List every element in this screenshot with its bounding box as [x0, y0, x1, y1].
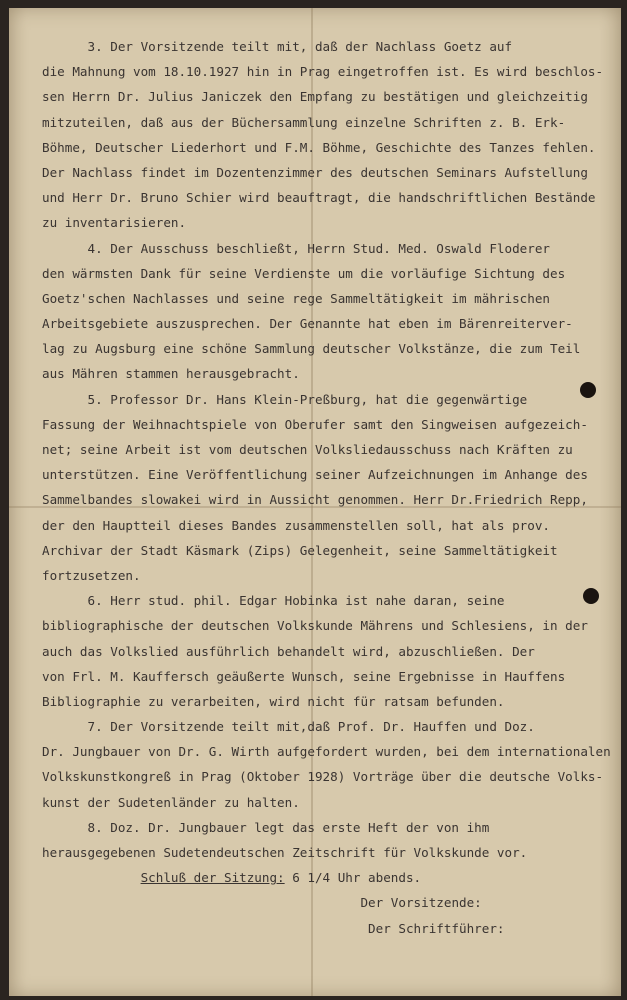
text-line: 4. Der Ausschuss beschließt, Herrn Stud. Med. Oswald Floderer [42, 240, 550, 256]
text-line: zu inventarisieren. [42, 215, 187, 231]
text-line: 3. Der Vorsitzende teilt mit, daß der Nachlass Goetz auf [42, 39, 513, 54]
text-line: Sammelbandes slowakei wird in Aussicht genommen. Herr Dr.Friedrich Repp, [42, 492, 588, 508]
text-line: Böhme, Deutscher Liederhort und F.M. Böhme, Geschichte des Tanzes fehlen. [42, 139, 596, 155]
typed-text-body [42, 34, 611, 941]
paragraph-3 [42, 34, 602, 236]
text-line: bibliographische der deutschen Volkskunde Mährens und Schlesiens, in der [42, 618, 588, 634]
paragraph-8 [42, 815, 602, 865]
secretary-signature-line [42, 916, 602, 941]
chair-signature-line [42, 890, 602, 915]
text-line: mitzuteilen, daß aus der Büchersammlung einzelne Schriften z. B. Erk- [42, 114, 566, 130]
text-line: fortzusetzen. [42, 567, 141, 583]
session-end-line [42, 865, 602, 890]
text-line: Volkskunstkongreß in Prag (Oktober 1928) Vorträge über die deutsche Volks- [42, 769, 604, 785]
text-line: 7. Der Vorsitzende teilt mit,daß Prof. Dr. Hauffen und Doz. [42, 719, 535, 735]
text-line: 5. Professor Dr. Hans Klein-Preßburg, hat die gegenwärtige [42, 391, 528, 407]
text-line: 6. Herr stud. phil. Edgar Hobinka ist nahe daran, seine [42, 593, 505, 609]
text-line: unterstützen. Eine Veröffentlichung seiner Aufzeichnungen im Anhange des [42, 467, 588, 483]
text-line: 8. Doz. Dr. Jungbauer legt das erste Heft der von ihm [42, 819, 490, 835]
text-line: den wärmsten Dank für seine Verdienste um die vorläufige Sichtung des [42, 265, 566, 281]
text-line: Goetz'schen Nachlasses und seine rege Sammeltätigkeit im mährischen [42, 290, 550, 306]
text-line: herausgegebenen Sudetendeutschen Zeitschrift für Volkskunde vor. [42, 845, 528, 860]
text-line: lag zu Augsburg eine schöne Sammlung deutscher Volkstänze, die zum Teil [42, 341, 581, 357]
text-line: von Frl. M. Kauffersch geäußerte Wunsch, seine Ergebnisse in Hauffens [42, 668, 566, 684]
paragraph-4 [42, 236, 602, 387]
text-line: und Herr Dr. Bruno Schier wird beauftragt, die handschriftlichen Bestände [42, 190, 596, 206]
text-line: aus Mähren stammen herausgebracht. [42, 366, 300, 382]
text-line: Dr. Jungbauer von Dr. G. Wirth aufgefordert wurden, bei dem internationalen [42, 744, 611, 760]
paragraph-6 [42, 588, 602, 714]
text-line: kunst der Sudetenländer zu halten. [42, 794, 300, 810]
text-line: die Mahnung vom 18.10.1927 hin in Prag eingetroffen ist. Es wird beschlos- [42, 64, 604, 80]
text-line: Arbeitsgebiete auszusprechen. Der Genannte hat eben im Bärenreiterver- [42, 316, 573, 332]
text-line: sen Herrn Dr. Julius Janiczek den Empfang zu bestätigen und gleichzeitig [42, 89, 588, 105]
text-line: Fassung der Weihnachtspiele von Oberufer samt den Singweisen aufgezeich- [42, 416, 588, 432]
session-end-time: 6 1/4 Uhr abends. [284, 870, 422, 886]
paragraph-7 [42, 714, 611, 815]
text-line: Archivar der Stadt Käsmark (Zips) Gelegenheit, seine Sammeltätigkeit [42, 542, 558, 558]
session-end-label: Schluß der Sitzung: [140, 870, 285, 886]
text-line: Der Nachlass findet im Dozentenzimmer des deutschen Seminars Aufstellung [42, 164, 588, 180]
text-line: Bibliographie zu verarbeiten, wird nicht für ratsam befunden. [42, 693, 505, 709]
text-line: auch das Volkslied ausführlich behandelt wird, abzuschließen. Der [42, 643, 535, 659]
text-line: net; seine Arbeit ist vom deutschen Volksliedausschuss nach Kräften zu [42, 442, 573, 457]
paragraph-5 [42, 387, 602, 589]
document-page [9, 8, 621, 996]
secretary-label: Der Schriftführer: [368, 920, 505, 936]
text-line: der den Hauptteil dieses Bandes zusammenstellen soll, hat als prov. [42, 517, 550, 533]
closing-block [42, 865, 602, 941]
chair-label: Der Vorsitzende: [360, 895, 482, 911]
